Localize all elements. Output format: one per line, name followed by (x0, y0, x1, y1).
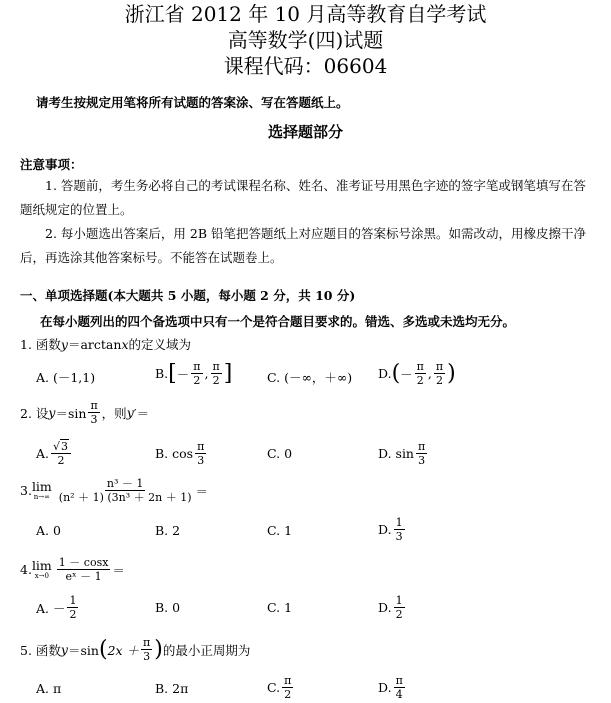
question-2-option-a: A. $\frac{√3}{2}$ (36, 440, 73, 467)
question-3-option-c: C. 1 (267, 523, 293, 538)
question-3-stem: 3. lim n→∞ $\frac{\text{n³ － 1}}{\text{(n² ＋ 1) (3n³ ＋ 2n ＋ 1)}}$ ＝ (20, 477, 209, 504)
subject-title: 高等数学(四)试题 (227, 28, 384, 52)
question-5-option-c: C. $\frac{\pi}{2}$ (267, 674, 292, 701)
question-3-option-b: B. 2 (155, 523, 181, 538)
question-4-option-a: A. － $\frac{1}{2}$ (36, 594, 77, 621)
question-2-option-b: B. cos $\frac{\pi}{3}$ (155, 440, 205, 467)
question-1-option-d: D. ( － $\frac{\pi}{2}$ , $\frac{\pi}{2}$ ) (378, 360, 456, 387)
question-1-option-a: A. (－1,1) (36, 370, 96, 385)
answer-rule-note: 请考生按规定用笔将所有试题的答案涂、写在答题纸上。 (36, 95, 349, 110)
limit-operator: lim n→∞ (31, 478, 52, 501)
question-5-option-d: D. $\frac{\pi}{4}$ (378, 674, 403, 701)
question-1-option-b: B. [ － $\frac{\pi}{2}$ , $\frac{\pi}{2}$ ] (155, 360, 233, 387)
part-one-title: 一、单项选择题(本大题共 5 小题，每小题 2 分，共 10 分) (20, 288, 356, 303)
question-4-option-c: C. 1 (267, 600, 293, 615)
question-3-option-d: D. $\frac{1}{3}$ (378, 516, 403, 543)
course-code: 课程代码：06604 (223, 54, 388, 78)
question-1-stem: 1. 函数 y ＝arctan x 的定义域为 (20, 336, 192, 352)
question-4-stem: 4. lim x→0 $\frac{1 - \cos x}{\text{eˣ － 1}}$ ＝ (20, 556, 125, 583)
question-5-stem: 5. 函数 y ＝sin ( 2x ＋ $\frac{\pi}{3}$ ) 的最小正周期为 (20, 636, 251, 663)
limit-operator: lim x→0 (31, 557, 52, 580)
question-5-option-b: B. 2π (155, 681, 189, 696)
notes-heading: 注意事项： (20, 157, 83, 172)
question-5-option-a: A. π (36, 681, 62, 696)
question-4-option-d: D. $\frac{1}{2}$ (378, 594, 403, 621)
question-2-option-c: C. 0 (267, 446, 293, 461)
section-title: 选择题部分 (267, 123, 343, 141)
part-one-instruction: 在每小题列出的四个备选项中只有一个是符合题目要求的。错选、多选或未选均无分。 (40, 314, 516, 329)
exam-title: 浙江省 2012 年 10 月高等教育自学考试 (124, 2, 487, 26)
note-paragraph-2: 2. 每小题选出答案后，用 2B 铅笔把答题纸上对应题目的答案标号涂黑。如需改动，用橡皮擦干净后，再选涂其他答案标号。不能答在试题卷上。 (20, 226, 586, 265)
question-4-option-b: B. 0 (155, 600, 181, 615)
note-paragraph-1: 1. 答题前，考生务必将自己的考试课程名称、姓名、准考证号用黑色字迹的签字笔或钢笔填写在答题纸规定的位置上。 (20, 178, 586, 217)
question-3-option-a: A. 0 (36, 523, 61, 538)
question-2-stem: 2. 设 y ＝sin $\frac{\pi}{3}$ ，则 y ′＝ (20, 399, 150, 426)
question-1-option-c: C. (－∞，＋∞) (267, 370, 353, 385)
question-2-option-d: D. sin $\frac{\pi}{3}$ (378, 440, 426, 467)
